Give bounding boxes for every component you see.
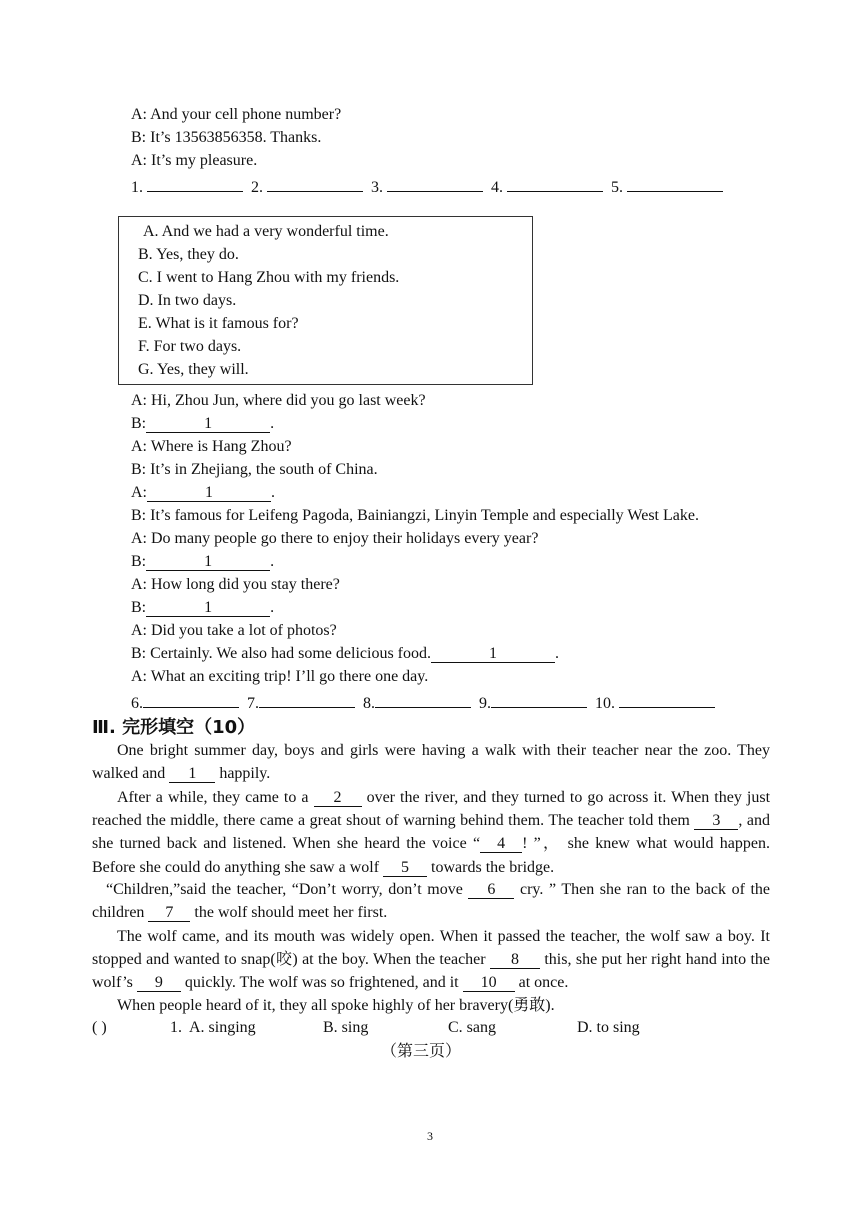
dialog2-line-4: B: It’s in Zhejiang, the south of China. <box>131 461 378 478</box>
dialog2-line-8 <box>131 552 274 572</box>
answer-blank-3[interactable] <box>387 174 483 192</box>
dialog2-line-7: A: Do many people go there to enjoy their holidays every year? <box>131 530 539 547</box>
cloze-paragraph-4 <box>92 925 770 995</box>
cloze-text: the wolf should meet her first. <box>194 904 388 922</box>
dialog2-line-1: A: Hi, Zhou Jun, where did you go last week? <box>131 392 426 409</box>
cloze-text: “Children,”said the teacher, “Don’t worry, don’t move <box>106 881 463 898</box>
dialog1-line-3: A: It’s my pleasure. <box>131 152 258 169</box>
dialog2-line-10 <box>131 598 274 618</box>
dialog1-line-2: B: It’s 13563856358. Thanks. <box>131 129 322 146</box>
cloze-text: One bright summer day, boys and girls were having a walk with their teacher near the zoo. They walked and <box>92 742 770 783</box>
answer-label-2: 2. <box>251 179 263 196</box>
dialog2-line-9: A: How long did you stay there? <box>131 576 340 593</box>
dialog-text: B: Certainly. We also had some delicious food. <box>131 645 431 662</box>
cloze-blank-3[interactable]: 3 <box>694 812 738 830</box>
cloze-text: this, she put her right hand into the wolf’s <box>92 951 771 992</box>
dialog2-line-3: A: Where is Hang Zhou? <box>131 438 292 455</box>
dialog2-line-2 <box>131 414 274 434</box>
dialog1-line-1: A: And your cell phone number? <box>131 106 342 123</box>
cloze-text: happily. <box>219 765 271 783</box>
question-1-choice-b[interactable]: B. sing <box>323 1019 369 1036</box>
cloze-blank-8[interactable]: 8 <box>490 951 540 969</box>
cloze-blank-10[interactable]: 10 <box>463 974 515 992</box>
cloze-text: towards the bridge. <box>431 858 555 876</box>
cloze-paragraph-2 <box>92 786 770 879</box>
dialog1-answer-row <box>131 174 723 198</box>
speaker-label: A: <box>131 484 147 501</box>
cloze-blank-6[interactable]: 6 <box>468 881 514 899</box>
period: . <box>555 645 559 662</box>
answer-blank-7[interactable] <box>259 690 355 708</box>
cloze-text: quickly. The wolf was so frightened, and it <box>184 974 459 992</box>
answer-label-4: 4. <box>491 179 503 196</box>
page-number: 3 <box>427 1129 433 1143</box>
answer-blank-9[interactable] <box>491 690 587 708</box>
question-1-choice-c[interactable]: C. sang <box>448 1019 496 1036</box>
answer-label-10: 10. <box>595 695 615 712</box>
speaker-label: B: <box>131 415 147 432</box>
answer-label-1: 1. <box>131 179 143 196</box>
section-title: Ⅲ. 完形填空（10） <box>92 717 256 738</box>
cloze-text: When people heard of it, they all spoke highly of her bravery(勇敢). <box>117 997 555 1014</box>
answer-blank-10[interactable] <box>619 690 715 708</box>
cloze-blank-5[interactable]: 5 <box>383 859 427 877</box>
cloze-text: over the river, and they turned to go across it. When they just reached the middle, there came a great shout of warning behind them. The teacher told them <box>92 789 771 830</box>
dialog2-answer-row <box>131 690 715 714</box>
page-label: （第三页） <box>381 1043 462 1060</box>
period: . <box>270 415 275 432</box>
cloze-paragraph-1 <box>92 739 770 785</box>
dialog2-line-11: A: Did you take a lot of photos? <box>131 622 337 639</box>
question-1-paren[interactable]: ( ) <box>92 1019 107 1036</box>
cloze-paragraph-5 <box>92 994 770 1017</box>
option-f: F. For two days. <box>138 338 242 355</box>
option-e: E. What is it famous for? <box>138 315 299 332</box>
dialog-blank[interactable]: 1 <box>146 415 270 433</box>
period: . <box>270 553 275 570</box>
answer-label-5: 5. <box>611 179 623 196</box>
option-b: B. Yes, they do. <box>138 246 239 263</box>
answer-blank-2[interactable] <box>267 174 363 192</box>
cloze-text: , and she turned back and listened. When she heard the voice “ <box>92 812 771 853</box>
dialog2-line-12 <box>131 644 559 664</box>
dialog-blank[interactable]: 1 <box>146 599 270 617</box>
cloze-text: at once. <box>518 974 569 992</box>
answer-blank-1[interactable] <box>147 174 243 192</box>
cloze-blank-2[interactable]: 2 <box>314 789 362 807</box>
question-1-number: 1. <box>170 1019 182 1036</box>
answer-label-7: 7. <box>247 695 259 712</box>
option-a: A. And we had a very wonderful time. <box>143 223 389 240</box>
speaker-label: B: <box>131 553 147 570</box>
answer-label-6: 6. <box>131 695 143 712</box>
question-1-choice-a[interactable]: A. singing <box>189 1019 256 1036</box>
cloze-blank-7[interactable]: 7 <box>148 904 190 922</box>
options-box <box>118 216 533 385</box>
answer-blank-8[interactable] <box>375 690 471 708</box>
answer-blank-5[interactable] <box>627 174 723 192</box>
cloze-text: cry. ” Then she ran to the back of the children <box>92 881 771 922</box>
period: . <box>270 599 275 616</box>
option-d: D. In two days. <box>138 292 237 309</box>
cloze-blank-9[interactable]: 9 <box>137 974 181 992</box>
dialog2-line-13: A: What an exciting trip! I’ll go there one day. <box>131 668 429 685</box>
cloze-blank-1[interactable]: 1 <box>169 765 215 783</box>
option-g: G. Yes, they will. <box>138 361 249 378</box>
answer-label-3: 3. <box>371 179 383 196</box>
answer-blank-6[interactable] <box>143 690 239 708</box>
answer-label-9: 9. <box>479 695 491 712</box>
cloze-blank-4[interactable]: 4 <box>480 835 522 853</box>
answer-blank-4[interactable] <box>507 174 603 192</box>
cloze-text: The wolf came, and its mouth was widely open. When it passed the teacher, the wolf saw a boy. It stopped and wanted to snap(咬) at the boy. When the teacher <box>92 928 770 969</box>
answer-label-8: 8. <box>363 695 375 712</box>
question-1-choice-d[interactable]: D. to sing <box>577 1019 640 1036</box>
dialog-blank[interactable]: 1 <box>146 553 270 571</box>
option-c: C. I went to Hang Zhou with my friends. <box>138 269 400 286</box>
dialog-blank[interactable]: 1 <box>431 645 555 663</box>
period: . <box>271 484 275 501</box>
dialog2-line-5 <box>131 483 275 503</box>
dialog2-line-6: B: It’s famous for Leifeng Pagoda, Bainiangzi, Linyin Temple and especially West Lake. <box>131 507 699 524</box>
cloze-text: ! ”， she knew what would happen. Before she could do anything she saw a wolf <box>92 835 770 876</box>
dialog-blank[interactable]: 1 <box>147 484 271 502</box>
cloze-text: After a while, they came to a <box>117 789 309 806</box>
speaker-label: B: <box>131 599 147 616</box>
cloze-paragraph-3 <box>92 878 770 924</box>
